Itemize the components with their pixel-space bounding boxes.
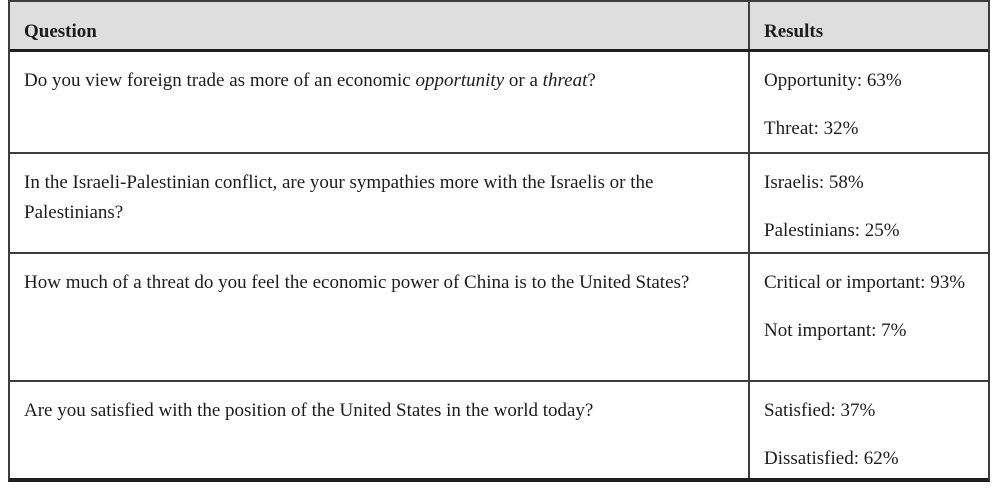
question-text <box>24 70 596 91</box>
result-line: Critical or important: 93% <box>764 272 966 293</box>
table-row <box>10 154 988 254</box>
table-row <box>10 382 988 478</box>
result-line: Satisfied: 37% <box>764 400 876 421</box>
header-results-cell <box>750 2 988 49</box>
results-cell <box>750 52 988 152</box>
question-cell <box>10 382 750 478</box>
results-cell <box>750 154 988 252</box>
header-results-label: Results <box>764 21 824 43</box>
question-segment: Do you view foreign trade as more of an economic <box>24 70 416 91</box>
question-segment: ? <box>587 70 596 91</box>
results-cell <box>750 382 988 478</box>
result-line: Not important: 7% <box>764 320 907 342</box>
question-cell <box>10 52 750 152</box>
result-line: Dissatisfied: 62% <box>764 448 899 470</box>
result-line: Israelis: 58% <box>764 172 864 193</box>
question-segment-italic: threat <box>542 70 588 91</box>
question-cell <box>10 154 750 252</box>
question-text: In the Israeli-Palestinian conflict, are your sympathies more with the Israelis or the Palestinians? <box>24 172 654 224</box>
question-text: Are you satisfied with the position of the United States in the world today? <box>24 400 594 421</box>
results-cell <box>750 254 988 380</box>
survey-results-table <box>8 0 990 482</box>
header-question-cell <box>10 2 750 49</box>
header-question-label: Question <box>24 21 97 43</box>
question-segment-italic: opportunity <box>415 70 505 91</box>
table-row <box>10 52 988 154</box>
question-text: How much of a threat do you feel the economic power of China is to the United States? <box>24 272 690 293</box>
result-line: Threat: 32% <box>764 118 859 140</box>
table-row <box>10 254 988 382</box>
result-line: Palestinians: 25% <box>764 220 900 242</box>
question-cell <box>10 254 750 380</box>
table-header-row <box>10 2 988 52</box>
question-segment: or a <box>504 70 543 91</box>
result-line: Opportunity: 63% <box>764 70 902 91</box>
